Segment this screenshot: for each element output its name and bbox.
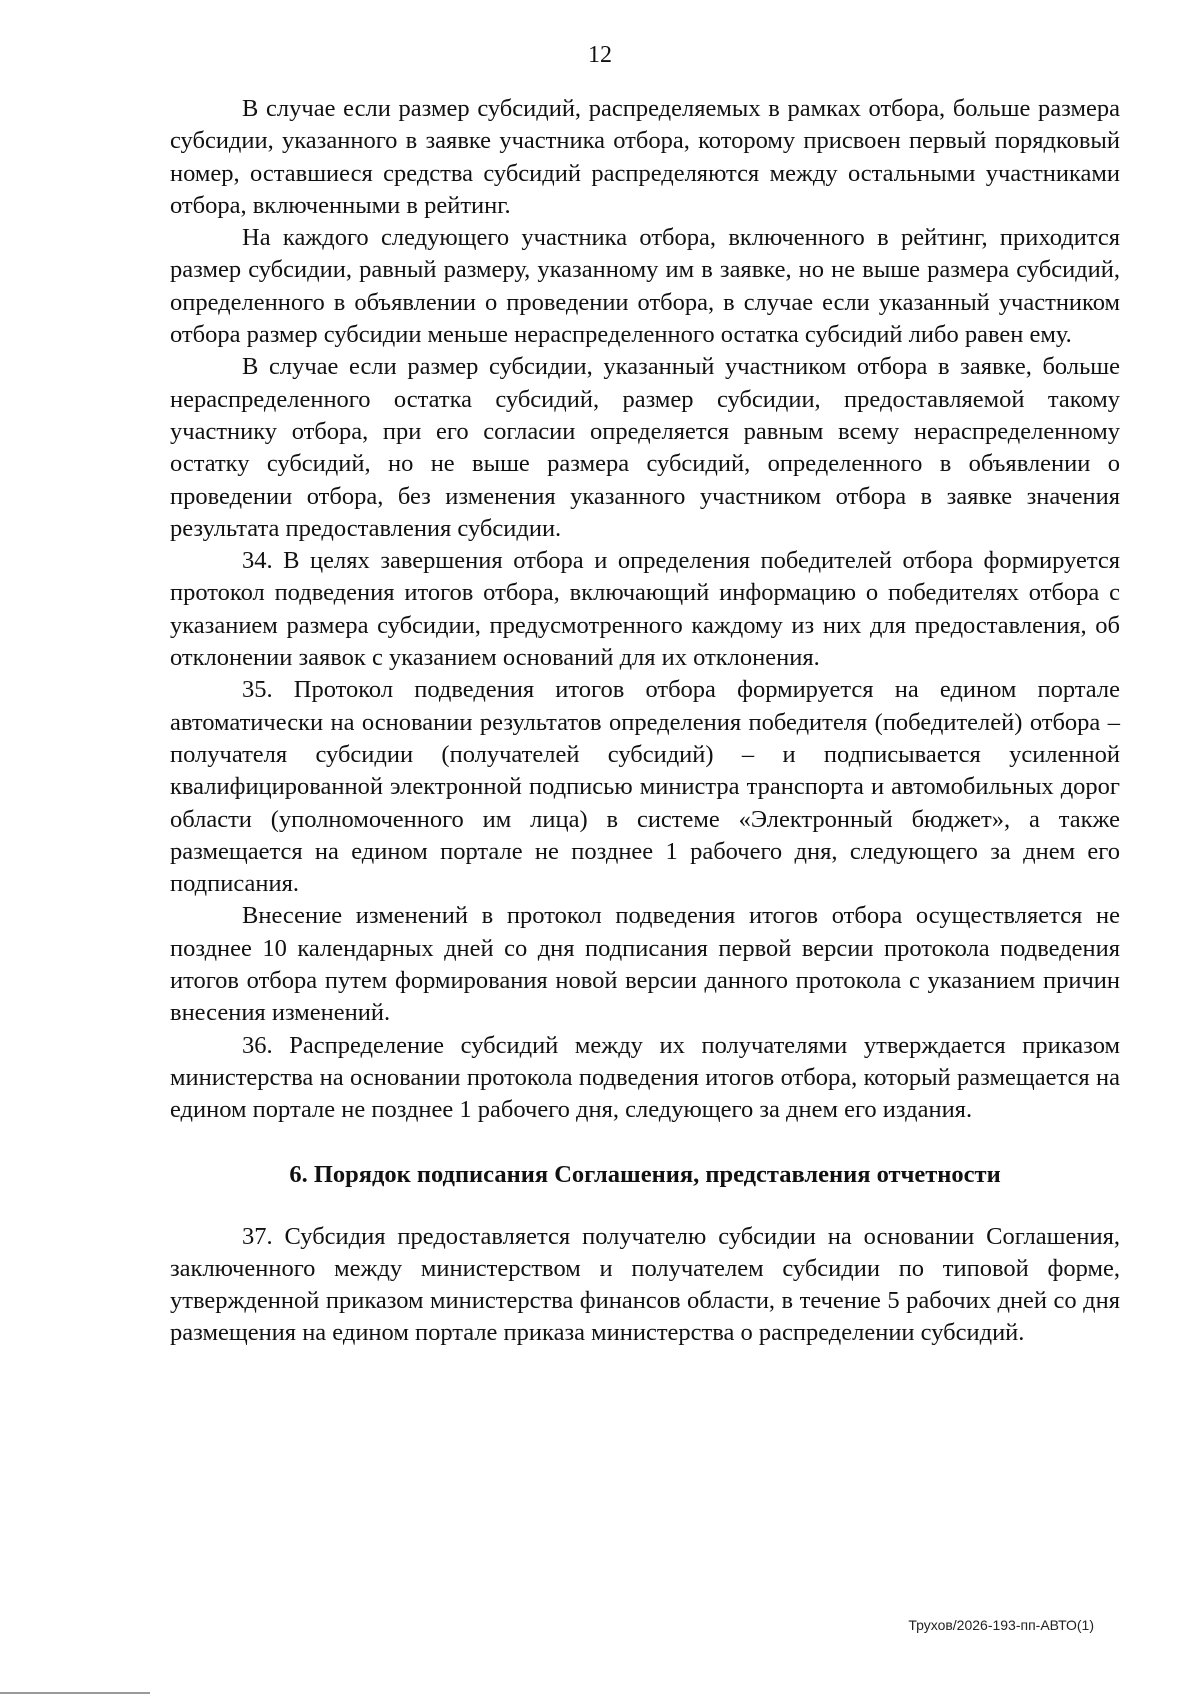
paragraph-36: 36. Распределение субсидий между их получателями утверждается приказом министерства на основании протокола подведения итогов отбора, который размещается на едином портале не позднее 1 рабочего дня, следующего за днем его издания. <box>170 1031 1120 1124</box>
paragraph-exceeding-balance: В случае если размер субсидии, указанный участником отбора в заявке, больше нераспределенного остатка субсидий, размер субсидии, предоставляемой такому участнику отбора, при его согласии определяется равным всему нераспределенному остатку субсидий, но не выше размера субсидий, определенного в объявлении о проведении отбора, без изменения указанного участником отбора в заявке значения результата предоставления субсидии. <box>170 353 1120 542</box>
document-body <box>170 93 1120 1350</box>
document-footer-code: Трухов/2026-193-пп-АВТО(1) <box>908 1617 1094 1633</box>
paragraph-next-participant: На каждого следующего участника отбора, включенного в рейтинг, приходится размер субсидии, равный размеру, указанному им в заявке, но не выше размера субсидий, определенного в объявлении о проведении отбора, в случае если указанный участником отбора размер субсидии меньше нераспределенного остатка субсидий либо равен ему. <box>170 224 1120 349</box>
paragraph-35: 35. Протокол подведения итогов отбора формируется на едином портале автоматически на основании результатов определения победителя (победителей) отбора – получателя субсидии (получателей субсидий) – и подписывается усиленной квалифицированной электронной подписью министра транспорта и автомобильных дорог области (уполномоченного им лица) в системе «Электронный бюджет», а также размещается на едином портале не позднее 1 рабочего дня, следующего за днем его подписания. <box>170 676 1120 898</box>
scan-edge-line <box>0 1692 150 1694</box>
paragraph-remaining-funds: В случае если размер субсидий, распределяемых в рамках отбора, больше размера субсидии, указанного в заявке участника отбора, которому присвоен первый порядковый номер, оставшиеся средства субсидий распределяются между остальными участниками отбора, включенными в рейтинг. <box>170 95 1120 219</box>
section-heading: 6. Порядок подписания Соглашения, представления отчетности <box>289 1160 1001 1188</box>
page-number: 12 <box>588 42 612 68</box>
paragraph-37: 37. Субсидия предоставляется получателю субсидии на основании Соглашения, заключенного между министерством и получателем субсидии по типовой форме, утвержденной приказом министерства финансов области, в течение 5 рабочих дней со дня размещения на едином портале приказа министерства о распределении субсидий. <box>170 1222 1120 1347</box>
paragraph-protocol-changes: Внесение изменений в протокол подведения итогов отбора осуществляется не позднее 10 календарных дней со дня подписания первой версии протокола подведения итогов отбора путем формирования новой версии данного протокола с указанием причин внесения изменений. <box>170 902 1120 1027</box>
paragraph-34: 34. В целях завершения отбора и определения победителей отбора формируется протокол подведения итогов отбора, включающий информацию о победителях отбора с указанием размера субсидии, предусмотренного каждому из них для предоставления, об отклонении заявок с указанием оснований для их отклонения. <box>170 547 1120 672</box>
